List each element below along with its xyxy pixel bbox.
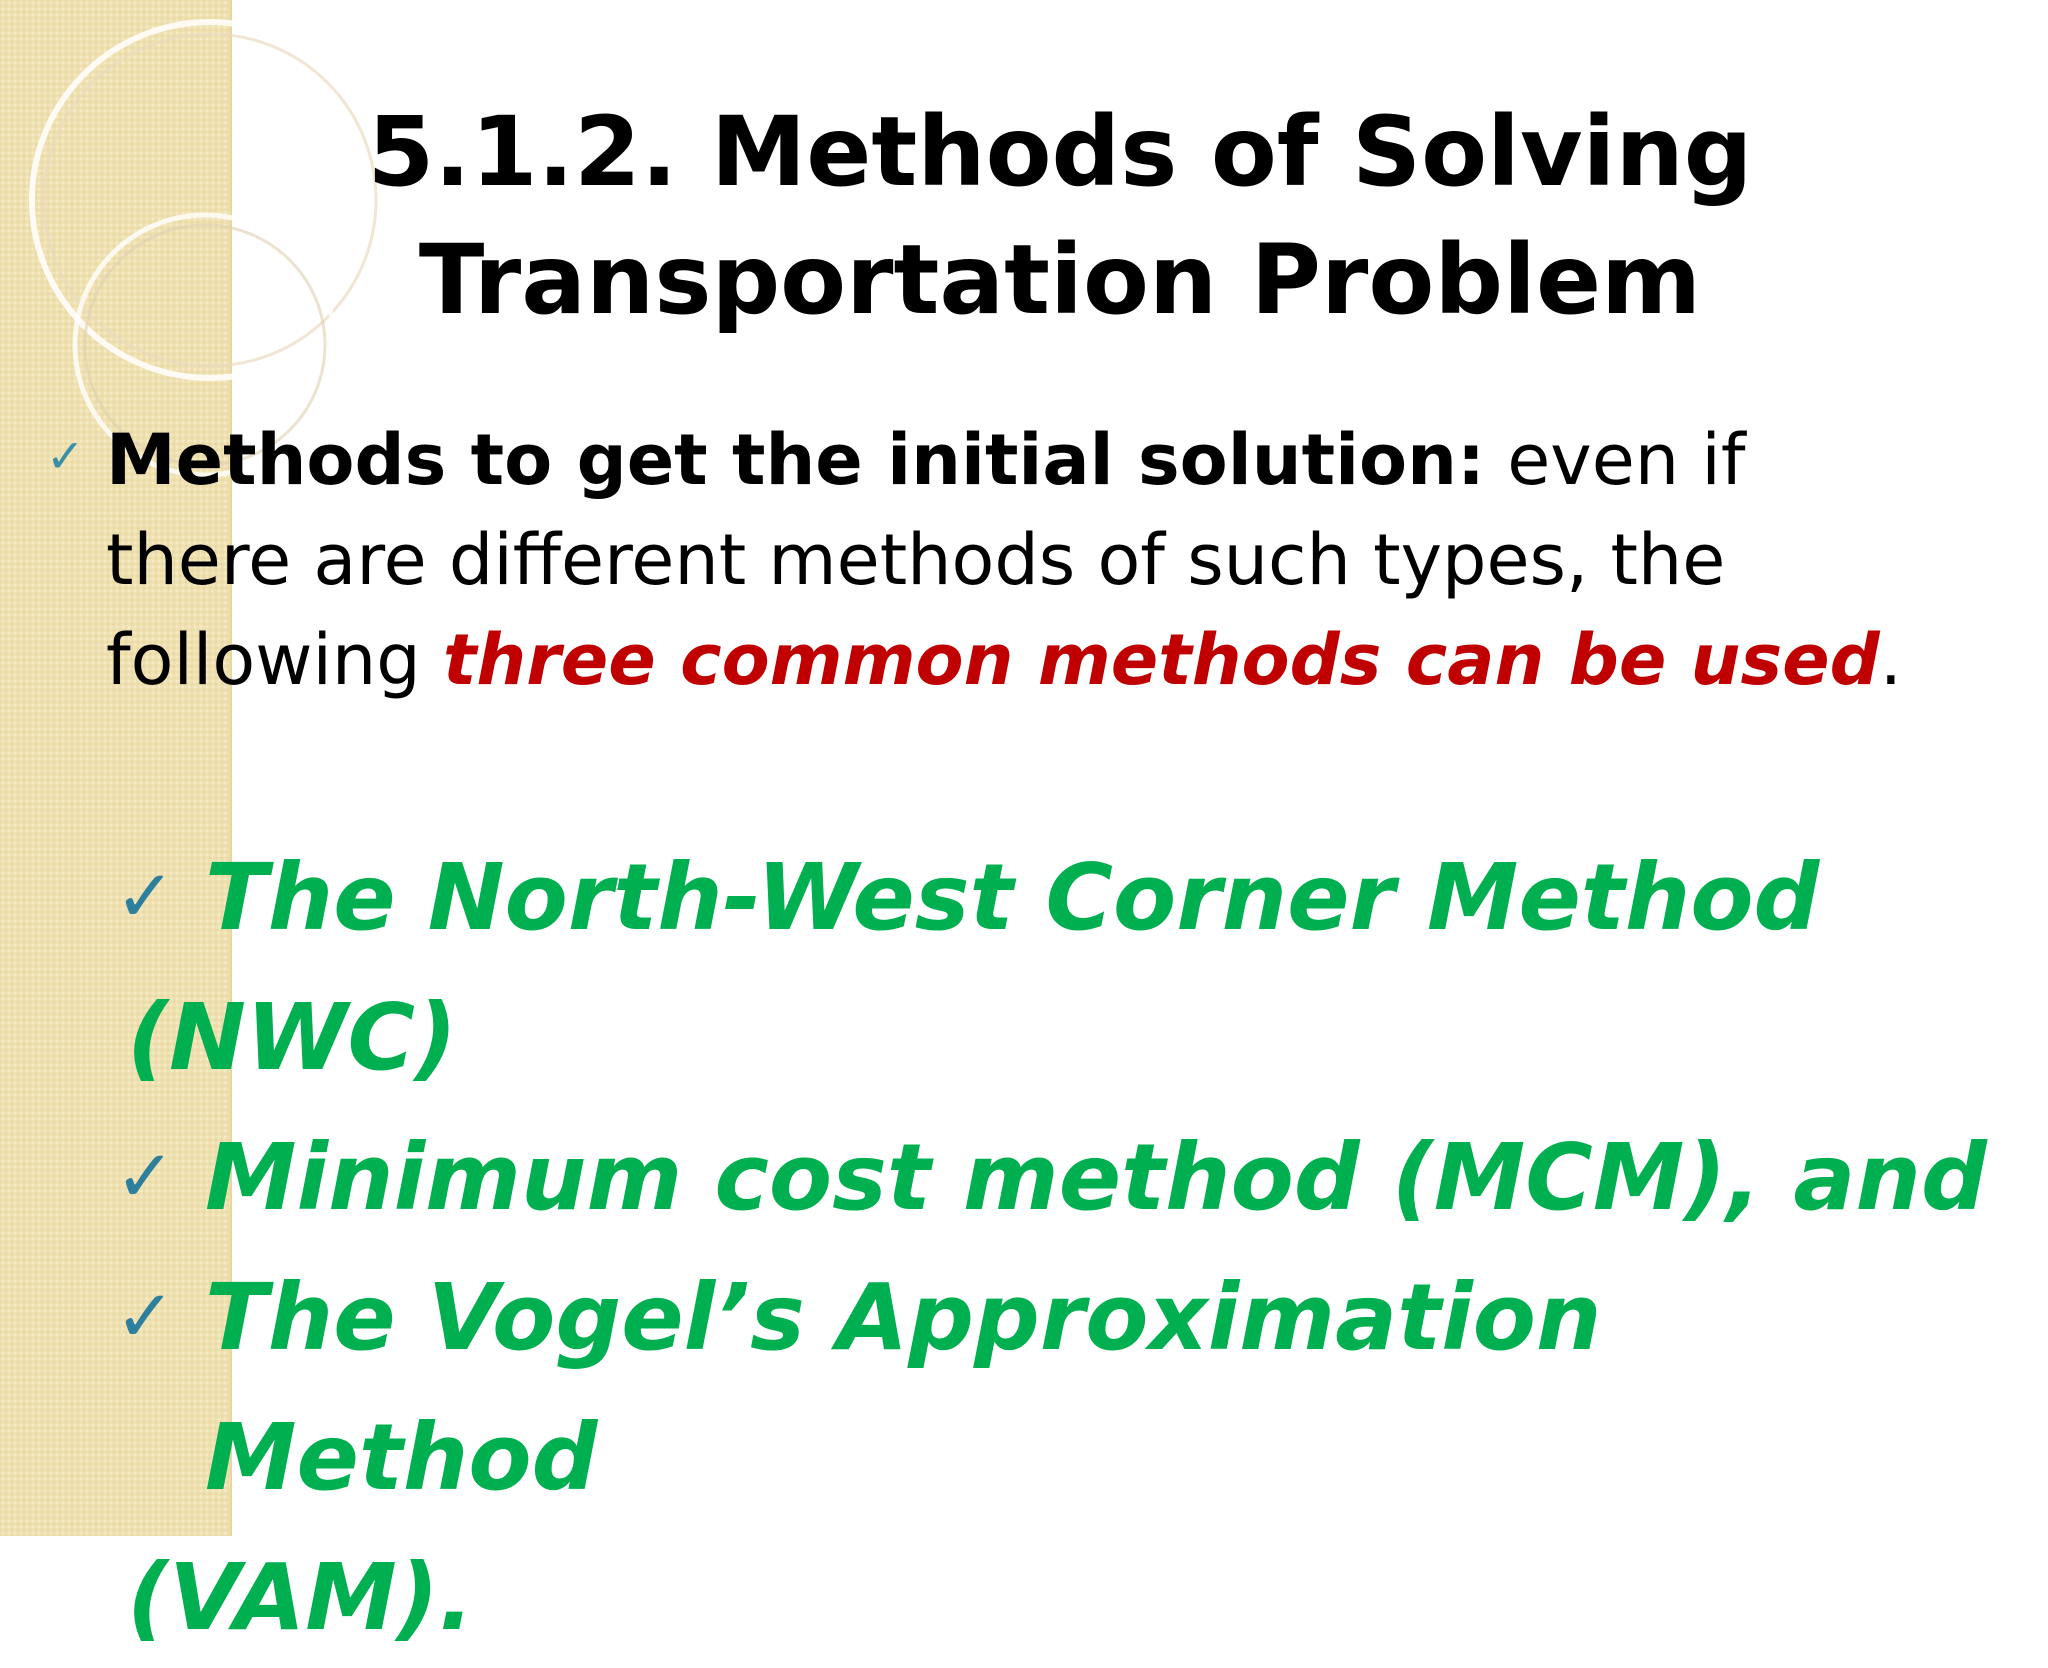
intro-bullet [46, 410, 1946, 710]
slide-title [300, 88, 1820, 344]
check-icon: ✓ [46, 429, 85, 483]
methods-list [115, 828, 2015, 1668]
method-item-vam [115, 1248, 2015, 1668]
slide-title-line-1: 5.1.2. Methods of Solving [367, 96, 1753, 208]
method-text [115, 828, 2015, 1108]
method-line-1: Minimum cost method (MCM), and [205, 1124, 1987, 1231]
method-line-1: The North-West Corner Method [205, 844, 1820, 951]
check-icon: ✓ [115, 1134, 176, 1218]
method-text [115, 1248, 2015, 1668]
method-line-2: (NWC) [127, 984, 458, 1091]
method-item-nwc [115, 828, 2015, 1108]
intro-lead: Methods to get the initial solution: [106, 419, 1485, 501]
method-line-1: The Vogel’s Approximation Method [205, 1264, 1602, 1511]
intro-emphasis: three common methods can be used [442, 619, 1880, 701]
method-line-2: (VAM). [127, 1544, 474, 1651]
check-icon: ✓ [115, 1274, 176, 1358]
check-icon: ✓ [115, 854, 176, 938]
method-text [115, 1108, 2015, 1248]
slide-title-line-2: Transportation Problem [418, 224, 1702, 336]
intro-end: . [1879, 619, 1903, 701]
intro-body: even if there are different methods of such types, the following [106, 419, 1746, 701]
intro-text [106, 410, 1926, 710]
method-item-mcm [115, 1108, 2015, 1248]
